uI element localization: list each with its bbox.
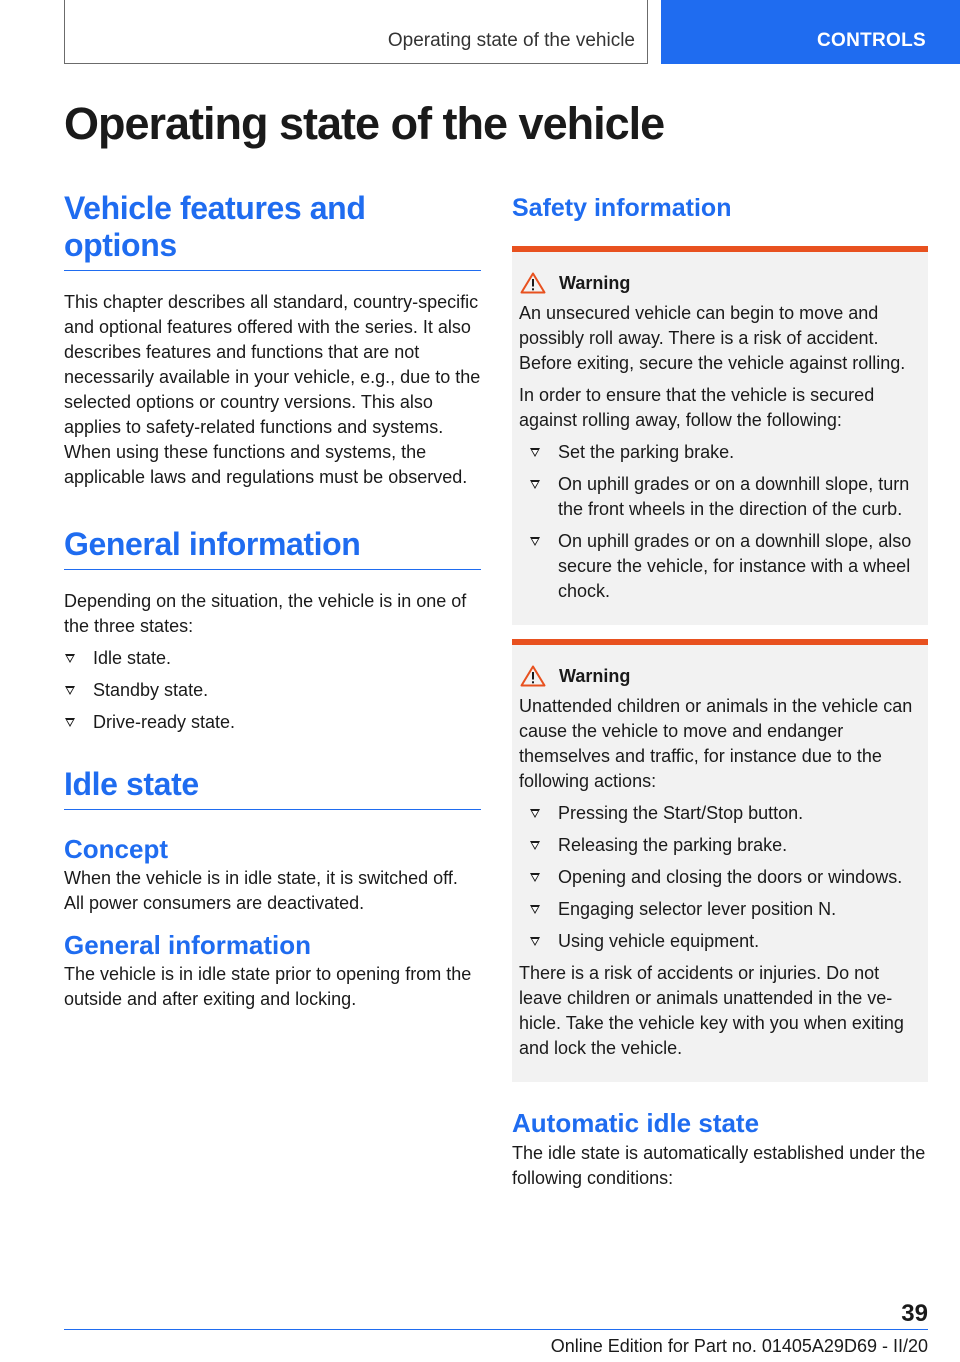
warning-box-children	[512, 639, 928, 1082]
list-item	[529, 472, 921, 522]
list-item	[529, 529, 921, 604]
list-item-text: On uphill grades or on a downhill slope, also secure the vehicle, for instance with a wheel chock.	[558, 531, 912, 601]
list-item-text: Set the parking brake.	[558, 442, 735, 462]
page-number: 39	[901, 1300, 928, 1327]
bullet-triangle-icon	[65, 718, 75, 727]
list-item-text: Idle state.	[93, 648, 172, 668]
list-item	[529, 929, 921, 954]
list-item-text: On uphill grades or on a downhill slope, turn the front wheels in the direction of the curb.	[558, 474, 910, 519]
heading-automatic-idle-state: Automatic idle state	[512, 1108, 760, 1138]
heading-idle-state: Idle state	[64, 766, 481, 810]
list-item-text: Opening and closing the doors or windows.	[558, 867, 903, 887]
heading-idle-general-information: General information	[64, 930, 312, 960]
warning-text: Unattended children or animals in the vehicle can cause the vehicle to move and endanger themselves and traffic, for instance due to the following actions:	[519, 696, 913, 791]
bullet-triangle-icon	[530, 937, 540, 946]
heading-general-information: General information	[64, 526, 481, 570]
warning-list	[529, 801, 921, 954]
warning-box-rolling	[512, 246, 928, 625]
list-item-text: Using vehicle equipment.	[558, 931, 760, 951]
heading-concept: Concept	[64, 834, 168, 864]
vehicle-features-text: This chapter describes all standard, country-specific and optional features offered with the series. It also describes features and functions that are not necessarily available in your vehicle, e.g., due to the selected options or country versions. This also applies to safety-related functions and systems. When using these functions and systems, the applicable laws and regulations must be observed.	[64, 292, 481, 487]
section-vehicle-features	[64, 190, 481, 490]
list-item-text: Standby state.	[93, 680, 209, 700]
bullet-triangle-icon	[530, 873, 540, 882]
warning-triangle-icon	[520, 665, 546, 687]
concept-text: When the vehicle is in idle state, it is switched off. All power consumers are deactivated.	[64, 868, 458, 913]
bullet-triangle-icon	[65, 654, 75, 663]
list-item	[64, 646, 481, 671]
list-item	[64, 678, 481, 703]
general-information-text: Depending on the situation, the vehicle is in one of the three states:	[64, 591, 467, 636]
header-section-box	[64, 0, 648, 64]
list-item-text: Pressing the Start/Stop button.	[558, 803, 804, 823]
list-item-text: Engaging selector lever position N.	[558, 899, 837, 919]
warning-label: Warning	[559, 665, 631, 686]
bullet-triangle-icon	[65, 686, 75, 695]
list-item	[529, 801, 921, 826]
list-item-text: Drive-ready state.	[93, 712, 236, 732]
warning-list	[529, 440, 921, 604]
bullet-triangle-icon	[530, 905, 540, 914]
warning-header	[519, 272, 921, 294]
automatic-idle-text: The idle state is automatically established under the following conditions:	[512, 1143, 926, 1188]
header-chapter-label: CONTROLS	[816, 30, 926, 51]
page-title: Operating state of the vehicle	[64, 98, 665, 149]
left-column	[64, 190, 481, 1012]
states-list	[64, 646, 481, 735]
warning-text: An unsecured vehicle can begin to move and possibly roll away. There is a risk of accident. Before exiting, secure the vehicle against rolling.	[519, 303, 906, 373]
right-column	[512, 190, 928, 1191]
list-item	[529, 865, 921, 890]
heading-vehicle-features: Vehicle features and options	[64, 190, 481, 271]
bullet-triangle-icon	[530, 448, 540, 457]
list-item	[529, 833, 921, 858]
footer-divider	[64, 1329, 928, 1330]
list-item-text: Releasing the parking brake.	[558, 835, 788, 855]
warning-label: Warning	[559, 272, 631, 293]
list-item	[64, 710, 481, 735]
edition-note: Online Edition for Part no. 01405A29D69 - II/20	[550, 1336, 928, 1356]
header-chapter-tab	[661, 0, 960, 64]
warning-triangle-icon	[520, 272, 546, 294]
list-item	[529, 897, 921, 922]
section-general-information	[64, 526, 481, 735]
bullet-triangle-icon	[530, 809, 540, 818]
idle-general-information-text: The vehicle is in idle state prior to opening from the outside and after exiting and locking.	[64, 964, 472, 1009]
bullet-triangle-icon	[530, 841, 540, 850]
bullet-triangle-icon	[530, 480, 540, 489]
section-idle-state	[64, 766, 481, 1012]
heading-safety-information: Safety information	[512, 194, 732, 222]
warning-text: There is a risk of accidents or injuries. Do not leave children or animals unattended in the vehicle. Take the vehicle key with you when exiting and lock the vehicle.	[519, 963, 904, 1058]
list-item	[529, 440, 921, 465]
warning-text: In order to ensure that the vehicle is secured against rolling away, follow the following:	[519, 385, 875, 430]
section-automatic-idle-state	[512, 1108, 928, 1191]
header-section-title: Operating state of the vehicle	[387, 30, 635, 51]
bullet-triangle-icon	[530, 537, 540, 546]
warning-header	[519, 665, 921, 687]
